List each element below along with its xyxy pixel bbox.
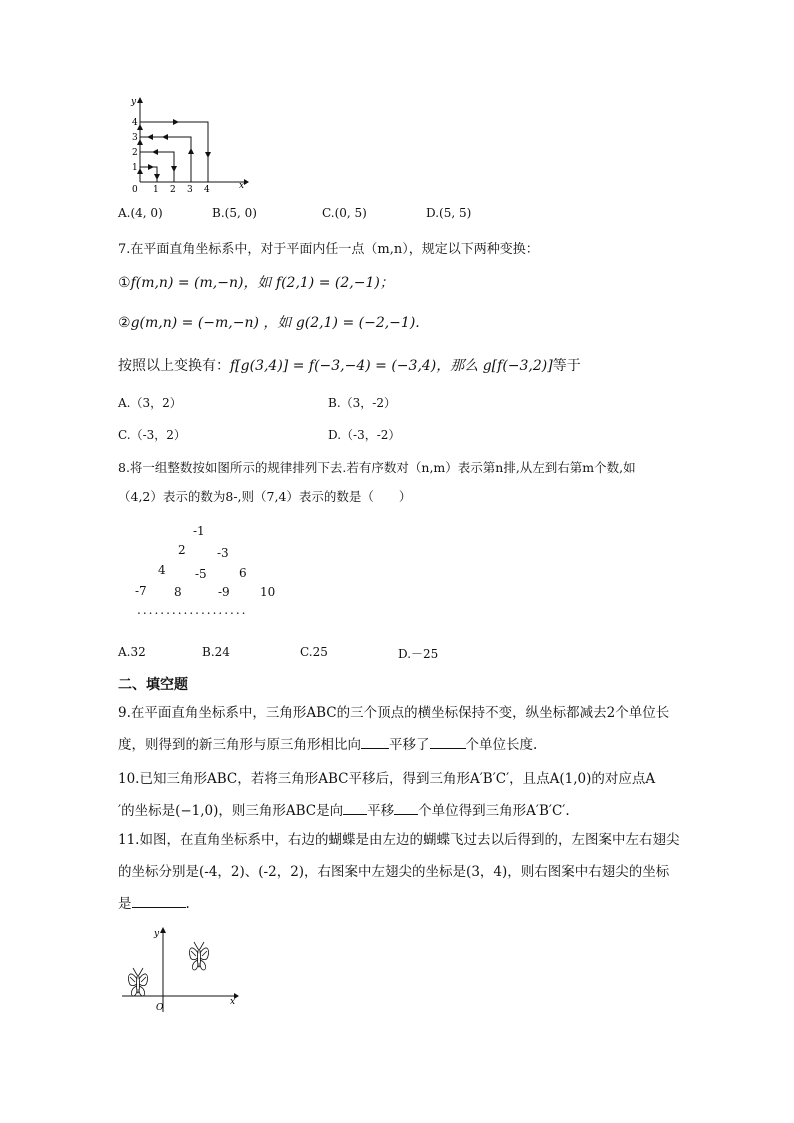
q7-rule2-formula: g(m,n) = (−m,−n) ，如 g(2,1) = (−2,−1). [130,315,420,331]
path-arrow-icons [137,119,211,180]
q11-butterfly-figure [120,924,244,1014]
q7-rule2 [118,312,420,332]
q7-option-b[interactable]: B.（3，-2） [328,396,396,410]
y-tick: 2 [132,148,138,158]
q7-example-prefix: 按照以上变换有： [118,358,230,374]
q10-line1: 10.已知三角形ABC，若将三角形ABC平移后，得到三角形A′B′C′，且点A(1,0)的对应点A [118,771,656,787]
y-axis-arrow-icon [137,97,143,103]
x-axis-arrow-icon [244,179,249,185]
q7-rule1 [118,272,394,292]
q9-line2-text: 平移了 [389,737,430,753]
q6-option-a[interactable]: A.(4, 0) [118,206,163,220]
q7-example-formula: f[g(3,4)] = f(−3,−4) = (−3,4)，那么 g[f(−3,2)] [230,358,553,374]
triangle-number: -3 [217,546,229,560]
y-tick: 4 [132,118,138,128]
x-axis-label: x [239,181,245,191]
y-tick: 1 [132,163,138,173]
x-axis-label: x [230,997,236,1007]
q6-option-b[interactable]: B.(5, 0) [212,206,257,220]
q11-line2: 的坐标分别是(-4，2)、(-2，2)，右图案中左翅尖的坐标是(3，4)，则右图案中右翅尖的坐标 [118,864,670,880]
q8-stem-line1: 8.将一组整数按如图所示的规律排列下去.若有序数对（n,m）表示第n排,从左到右第m个数,如 [118,460,636,475]
q10-line2-text: 平移 [367,803,395,819]
q7-option-d[interactable]: D.（-3，-2） [328,428,401,442]
origin-label: O [156,1003,164,1013]
q9-blank-direction[interactable] [361,734,389,749]
q6-option-c[interactable]: C.(0, 5) [322,206,367,220]
q8-stem-line2: （4,2）表示的数为8-,则（7,4）表示的数是（ ） [118,489,412,504]
q6-option-d[interactable]: D.(5, 5) [426,206,472,220]
q10-line2-text: 个单位得到三角形A′B′C′. [418,803,570,819]
y-axis-label: y [154,929,160,939]
q11-line3-text: . [185,896,190,912]
q9-line2 [118,729,703,761]
q7-stem: 7.在平面直角坐标系中，对于平面内任一点（m,n），规定以下两种变换： [118,242,539,257]
x-tick: 4 [204,185,210,195]
q11-block [118,824,703,920]
q8-option-c[interactable]: C.25 [300,645,328,659]
circled-number: ① [118,275,131,291]
circled-number: ② [118,315,131,331]
q9-line1: 9.在平面直角坐标系中，三角形ABC的三个顶点的横坐标保持不变，纵坐标都减去2个单位长 [118,705,670,721]
butterfly-icon [189,942,208,970]
x-tick: 2 [170,185,176,195]
y-axis-label: y [131,97,137,107]
q7-option-a[interactable]: A.（3，2） [118,396,182,410]
triangle-number: 8 [174,585,182,599]
q10-blank-distance[interactable] [394,800,418,815]
triangle-number: -7 [135,584,147,598]
q11-line1: 11.如图，在直角坐标系中，右边的蝴蝶是由左边的蝴蝶飞过去以后得到的，左图案中左右翅尖 [118,832,680,848]
triangle-ellipsis: ................... [137,603,248,617]
q10-blank-direction[interactable] [343,800,367,815]
section-heading: 二、填空题 [118,677,188,693]
q9-line2-text: 度，则得到的新三角形与原三角形相比向 [118,737,361,753]
triangle-number: 10 [260,585,276,599]
q11-line3-text: 是 [118,896,132,912]
q11-line3 [118,888,703,920]
q9-line2-text: 个单位长度. [465,737,538,753]
q7-example-suffix: 等于 [552,358,581,374]
q10-line2-text: ′的坐标是(−1,0)，则三角形ABC是向 [118,803,344,819]
q7-option-c[interactable]: C.（-3，2） [118,428,186,442]
y-tick: 3 [132,133,138,143]
triangle-number: 2 [178,543,186,557]
q9-blank-distance[interactable] [430,734,466,749]
butterfly-icon [128,968,147,996]
q8-option-b[interactable]: B.24 [202,645,230,659]
x-tick: 3 [187,185,193,195]
triangle-number: -1 [193,524,205,538]
q8-option-d[interactable]: D.－25 [398,647,439,661]
q8-option-a[interactable]: A.32 [118,645,146,659]
q7-rule1-formula: f(m,n) = (m,−n)，如 f(2,1) = (2,−1)； [130,275,394,291]
y-axis-arrow-icon [160,927,166,933]
q10-line2 [118,795,703,827]
triangle-number: 6 [239,566,247,580]
x-tick: 1 [153,185,159,195]
origin-label: 0 [132,185,138,195]
q6-path-figure [128,94,250,196]
triangle-number: 4 [158,563,166,577]
triangle-number: -9 [218,585,230,599]
q10-block [118,763,703,827]
triangle-number: -5 [195,567,207,581]
movement-path [140,122,208,182]
q7-example [118,355,581,375]
q11-blank-answer[interactable] [132,893,186,908]
q9-block [118,697,703,761]
